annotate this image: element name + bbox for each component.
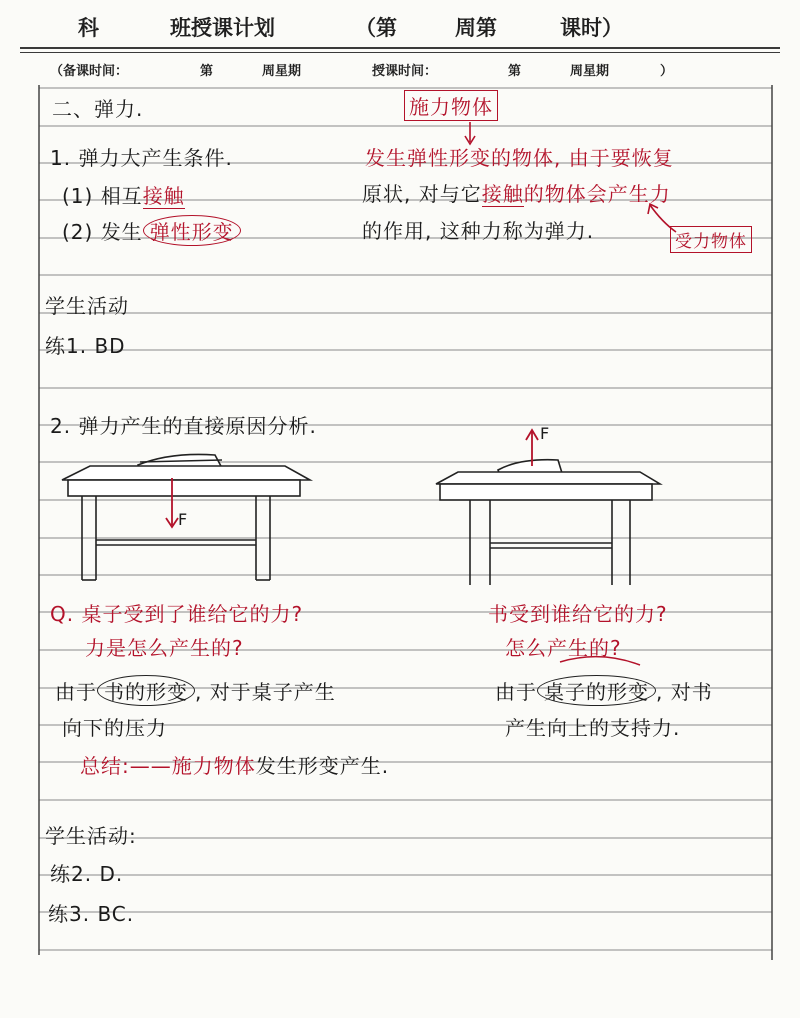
title-lesson: 课时） <box>560 16 623 40</box>
prep-time-label: （备课时间： <box>50 64 129 79</box>
summary: 总结:——施力物体发生形变产生. <box>80 754 390 778</box>
condition-2: (2) 发生 弹性形变 <box>62 215 241 246</box>
prep-weekday-label: 周星期 <box>262 64 302 79</box>
student-activity-2: 学生活动: <box>45 824 137 848</box>
circled-elastic: 弹性形变 <box>143 215 241 246</box>
condition-heading: 1. 弹力大产生条件. <box>50 146 233 170</box>
section-title: 二、弹力. <box>52 97 144 121</box>
label-force-applier: 施力物体 <box>404 90 498 121</box>
exercise-1: 练1. BD <box>45 334 126 358</box>
force-label-left: F <box>178 510 189 529</box>
student-activity-1: 学生活动 <box>45 294 129 318</box>
sub-close: ） <box>660 64 674 79</box>
question-left-1: Q. 桌子受到了谁给它的力? <box>50 602 304 626</box>
question-left-2: 力是怎么产生的? <box>85 636 244 660</box>
answer-left-2: 向下的压力 <box>62 716 167 740</box>
circled-book-deform: 书的形变 <box>97 675 195 706</box>
question-right-2: 怎么产生的? <box>505 636 622 660</box>
force-label-right: F <box>540 424 551 443</box>
question-right-1: 书受到谁给它的力? <box>488 602 668 626</box>
definition-line-1: 发生弹性形变的物体, 由于要恢复 <box>365 146 674 170</box>
answer-right-2: 产生向上的支持力. <box>505 716 681 740</box>
teach-weekday-label: 周星期 <box>570 64 610 79</box>
title-class-plan: 班授课计划 <box>170 16 275 40</box>
answer-right-1: 由于 桌子的形变 , 对书 <box>495 675 713 706</box>
circled-desk-deform: 桌子的形变 <box>537 675 656 706</box>
definition-line-2: 原状, 对与它接触的物体会产生力 <box>362 182 671 206</box>
title-subject: 科 <box>78 16 99 40</box>
analysis-heading: 2. 弹力产生的直接原因分析. <box>50 414 317 438</box>
exercise-2: 练2. D. <box>50 862 124 886</box>
exercise-3: 练3. BC. <box>48 902 135 926</box>
answer-left-1: 由于 书的形变 , 对于桌子产生 <box>55 675 336 706</box>
condition-1: (1) 相互接触 <box>62 184 185 208</box>
title-week-open: （第 <box>355 16 397 40</box>
prep-week-label: 第 <box>200 64 214 79</box>
teach-time-label: 授课时间： <box>372 64 438 79</box>
title-week: 周第 <box>455 16 497 40</box>
teach-week-label: 第 <box>508 64 522 79</box>
definition-line-3: 的作用, 这种力称为弹力. <box>362 219 595 243</box>
label-force-receiver: 受力物体 <box>670 226 752 253</box>
table-drawing-right <box>436 460 660 585</box>
